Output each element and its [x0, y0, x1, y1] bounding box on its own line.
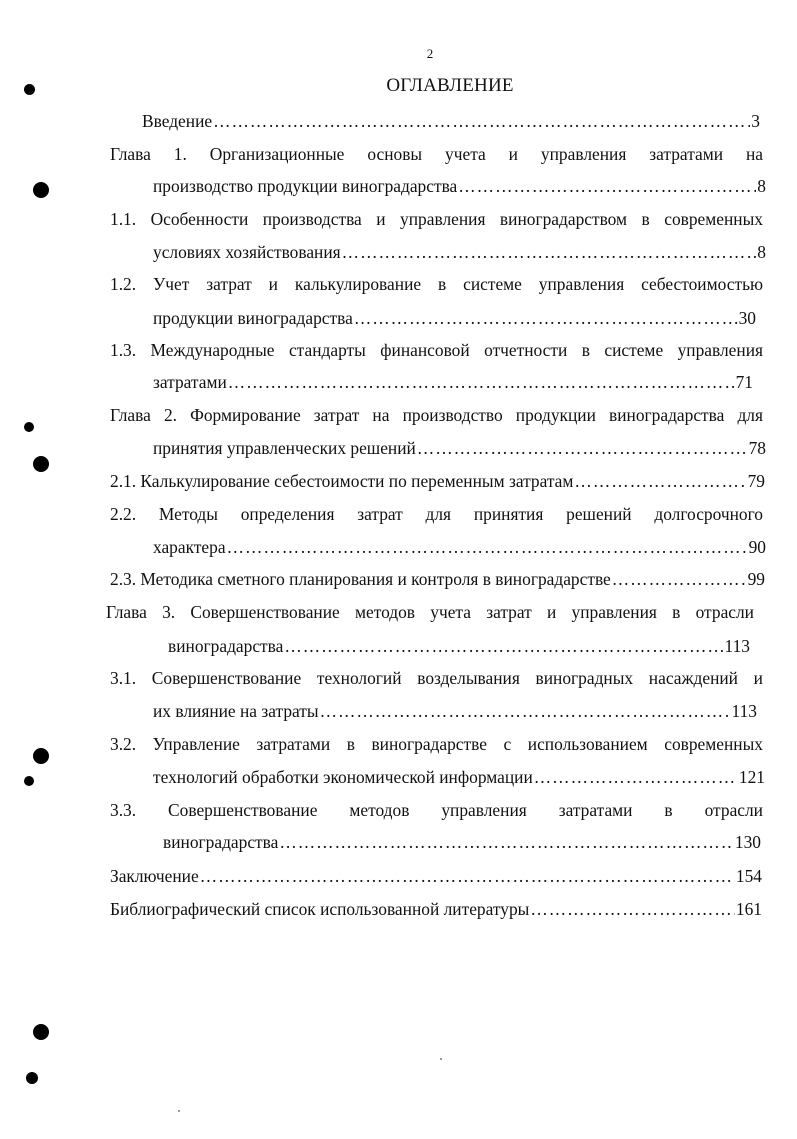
toc-entry-text: Заключение [110, 866, 199, 886]
toc-page-number: 78 [748, 438, 766, 458]
toc-entry-ch1-line2 [153, 176, 766, 197]
page-number: 2 [426, 46, 434, 61]
toc-entry-s32-line2 [153, 767, 765, 788]
binder-hole [33, 456, 49, 472]
toc-entry-s32-line1: 3.2. Управление затратами в виноградарстве с использованием современных [110, 734, 763, 754]
toc-page-number: 71 [735, 372, 753, 392]
toc-entry-ch2-line2 [153, 438, 766, 459]
toc-page-number: 113 [724, 636, 750, 656]
toc-entry-text: Введение [142, 111, 213, 131]
toc-entry-s11-line1: 1.1. Особенности производства и управления виноградарством в современных [110, 209, 763, 229]
toc-page-number: 8 [757, 176, 766, 196]
toc-entry-text: принятия управленческих решений [153, 438, 416, 458]
toc-page-number: 79 [747, 471, 765, 491]
toc-entry-text: технологий обработки экономической информации [153, 767, 533, 787]
toc-page-number: 113 [731, 701, 757, 721]
toc-entry-s12-line1: 1.2. Учет затрат и калькулирование в системе управления себестоимостью [110, 274, 763, 294]
scan-speck [440, 1058, 442, 1060]
toc-entry-s33-line1: 3.3. Совершенствование методов управления затратами в отрасли [110, 800, 763, 820]
toc-entry-s21 [110, 471, 765, 492]
toc-leader [342, 242, 757, 263]
toc-page-number: 121 [738, 767, 765, 787]
binder-hole [33, 182, 49, 198]
toc-page-number: 161 [735, 899, 762, 919]
toc-page-number: 30 [738, 308, 756, 328]
toc-entry-text: 2.3. Методика сметного планирования и контроля в виноградарстве [110, 569, 611, 589]
scan-speck [178, 1110, 180, 1112]
toc-entry-s22-line2 [153, 537, 766, 558]
toc-page-number: 130 [734, 832, 761, 852]
toc-entry-text: характера [153, 537, 226, 557]
binder-hole [33, 1024, 49, 1040]
binder-hole [33, 748, 49, 764]
toc-entry-intro [142, 111, 760, 132]
toc-leader [417, 438, 748, 459]
binder-hole [24, 422, 34, 432]
toc-entry-s13-line2 [153, 372, 753, 393]
toc-entry-text: производство продукции виноградарства [153, 176, 458, 196]
toc-entry-s22-line1: 2.2. Методы определения затрат для принятия решений долгосрочного [110, 504, 763, 524]
toc-entry-ch3-line1: Глава 3. Совершенствование методов учета затрат и управления в отрасли [106, 602, 754, 622]
binder-hole [26, 1072, 38, 1084]
toc-entry-text: виноградарства [168, 636, 284, 656]
toc-entry-text: виноградарства [163, 832, 279, 852]
toc-leader [574, 471, 746, 492]
toc-page-number: 154 [735, 866, 762, 886]
toc-entry-conclusion [110, 866, 762, 887]
toc-entry-s11-line2 [153, 242, 766, 263]
toc-entry-s31-line2 [153, 701, 757, 722]
toc-entry-text: продукции виноградарства [153, 308, 353, 328]
toc-entry-s31-line1: 3.1. Совершенствование технологий возделывания виноградных насаждений и [110, 668, 763, 688]
toc-entry-text: 2.1. Калькулирование себестоимости по переменным затратам [110, 471, 574, 491]
toc-leader [227, 537, 748, 558]
toc-leader [320, 701, 731, 722]
toc-entry-text: условиях хозяйствования [153, 242, 341, 262]
toc-leader [612, 569, 747, 590]
toc-page-number: 90 [748, 537, 766, 557]
toc-leader [228, 372, 735, 393]
toc-entry-text: Библиографический список использованной литературы [110, 899, 530, 919]
toc-page-number: 8 [757, 242, 766, 262]
toc-leader [213, 111, 750, 132]
toc-entry-bibliography [110, 899, 762, 920]
toc-leader [530, 899, 735, 920]
toc-entry-s23 [110, 569, 765, 590]
toc-entry-text: их влияние на затраты [153, 701, 319, 721]
toc-entry-s33-line2 [163, 832, 761, 853]
toc-page-number: 3 [751, 111, 760, 131]
toc-entry-s13-line1: 1.3. Международные стандарты финансовой отчетности в системе управления [110, 340, 763, 360]
toc-entry-ch3-line2 [168, 636, 750, 657]
toc-leader [284, 636, 723, 657]
toc-page-number: 99 [747, 569, 765, 589]
page-title: ОГЛАВЛЕНИЕ [386, 75, 514, 96]
toc-leader [200, 866, 735, 887]
toc-entry-text: затратами [153, 372, 227, 392]
toc-entry-ch2-line1: Глава 2. Формирование затрат на производство продукции виноградарства для [110, 405, 763, 425]
toc-leader [534, 767, 738, 788]
toc-leader [354, 308, 738, 329]
binder-hole [24, 776, 34, 786]
toc-entry-ch1-line1: Глава 1. Организационные основы учета и управления затратами на [110, 144, 763, 164]
toc-leader [279, 832, 734, 853]
toc-entry-s12-line2 [153, 308, 756, 329]
toc-leader [458, 176, 756, 197]
